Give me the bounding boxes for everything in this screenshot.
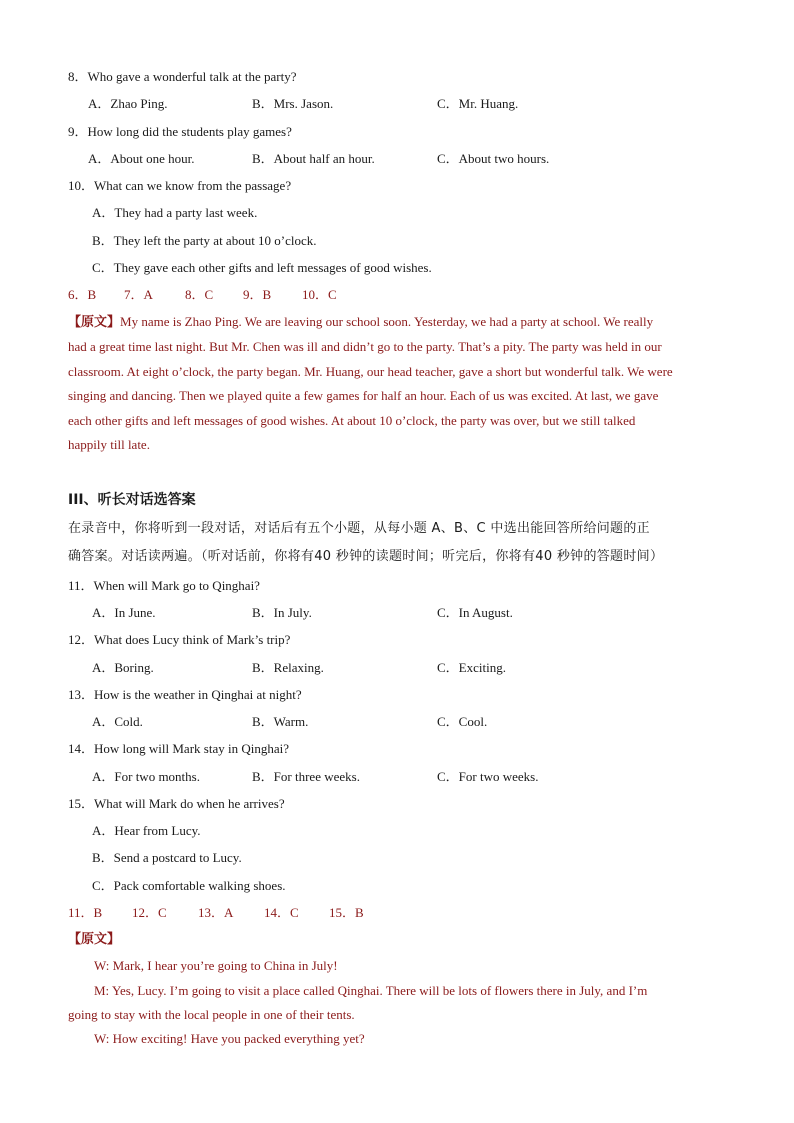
question-14: 14．How long will Mark stay in Qinghai?: [68, 741, 289, 756]
q15-option-a: A．Hear from Lucy.: [92, 823, 201, 838]
section-3-instructions: [68, 515, 728, 571]
dialogue-line-1: W: Mark, I hear you’re going to China in July!: [94, 958, 338, 973]
answer-12: 12．C: [132, 905, 167, 920]
transcript-1-label: 【原文】: [68, 315, 121, 330]
q14-option-a: A．For two months.: [92, 769, 200, 784]
transcript-1-line-6: happily till late.: [68, 437, 150, 453]
answer-9: 9．B: [243, 287, 272, 302]
answer-13: 13．A: [198, 905, 234, 920]
question-13: 13．How is the weather in Qinghai at night?: [68, 687, 302, 702]
transcript-1-line-1: 【原文】My name is Zhao Ping. We are leaving our school soon. Yesterday, we had a party at school. We really: [68, 314, 654, 330]
transcript-1: [68, 310, 728, 457]
dialogue-line-3: going to stay with the local people in one of their tents.: [68, 1007, 355, 1022]
transcript-1-line-5: each other gifts and left messages of good wishes. At about 10 o’clock, the party was over, but we still talked: [68, 412, 636, 428]
answer-8: 8．C: [185, 287, 214, 302]
q10-option-a: A．They had a party last week.: [92, 205, 258, 220]
q14-option-c: C．For two weeks.: [437, 769, 539, 784]
q10-option-b: B．They left the party at about 10 o’clock.: [92, 233, 317, 248]
dialogue-line-4: W: How exciting! Have you packed everything yet?: [94, 1031, 365, 1046]
answer-7: 7．A: [124, 287, 153, 302]
q10-option-c: C．They gave each other gifts and left messages of good wishes.: [92, 260, 432, 275]
q13-option-c: C．Cool.: [437, 714, 488, 729]
q9-option-a: A．About one hour.: [88, 151, 195, 166]
q14-option-b: B．For three weeks.: [252, 769, 360, 784]
transcript-1-line-3: classroom. At eight o’clock, the party began. Mr. Huang, our head teacher, gave a short but wonderful talk. We were: [68, 363, 673, 379]
q9-option-c: C．About two hours.: [437, 151, 550, 166]
q8-option-a: A．Zhao Ping.: [88, 96, 168, 111]
q12-option-b: B．Relaxing.: [252, 660, 324, 675]
q8-option-b: B．Mrs. Jason.: [252, 96, 334, 111]
question-9: 9．How long did the students play games?: [68, 124, 292, 139]
dialogue-line-2: M: Yes, Lucy. I’m going to visit a place called Qinghai. There will be lots of flowers there in July, and I’m: [94, 983, 648, 998]
q13-option-b: B．Warm.: [252, 714, 309, 729]
answer-11: 11．B: [68, 905, 103, 920]
transcript-1-line-4: singing and dancing. Then we played quite a few games for half an hour. Each of us was excited. At last, we gave: [68, 388, 659, 404]
instructions-line-1: 在录音中，你将听到一段对话，对话后有五个小题，从每小题 A、B、C 中选出能回答所给问题的正: [68, 521, 650, 536]
answer-15: 15．B: [329, 905, 364, 920]
question-8: 8．Who gave a wonderful talk at the party?: [68, 69, 297, 84]
q11-option-a: A．In June.: [92, 605, 156, 620]
answer-14: 14．C: [264, 905, 299, 920]
q15-option-c: C．Pack comfortable walking shoes.: [92, 878, 286, 893]
question-10: 10．What can we know from the passage?: [68, 178, 292, 193]
q9-option-b: B．About half an hour.: [252, 151, 375, 166]
question-11: 11．When will Mark go to Qinghai?: [68, 578, 260, 593]
q11-option-c: C．In August.: [437, 605, 513, 620]
transcript-2-label: 【原文】: [68, 932, 121, 947]
q11-option-b: B．In July.: [252, 605, 312, 620]
answer-6: 6．B: [68, 287, 97, 302]
question-12: 12．What does Lucy think of Mark’s trip?: [68, 632, 291, 647]
transcript-1-line-2: had a great time last night. But Mr. Chen was ill and didn’t go to the party. That’s a pity. The party was held in our: [68, 339, 662, 355]
section-3-title: III、听长对话选答案: [68, 492, 196, 508]
question-15: 15．What will Mark do when he arrives?: [68, 796, 285, 811]
instructions-line-2: 确答案。对话读两遍。（听对话前，你将有40 秒钟的读题时间；听完后，你将有40 秒钟的答题时间）: [68, 549, 664, 564]
q12-option-c: C．Exciting.: [437, 660, 506, 675]
q13-option-a: A．Cold.: [92, 714, 143, 729]
q12-option-a: A．Boring.: [92, 660, 154, 675]
q8-option-c: C．Mr. Huang.: [437, 96, 519, 111]
answer-10: 10．C: [302, 287, 337, 302]
q15-option-b: B．Send a postcard to Lucy.: [92, 850, 242, 865]
